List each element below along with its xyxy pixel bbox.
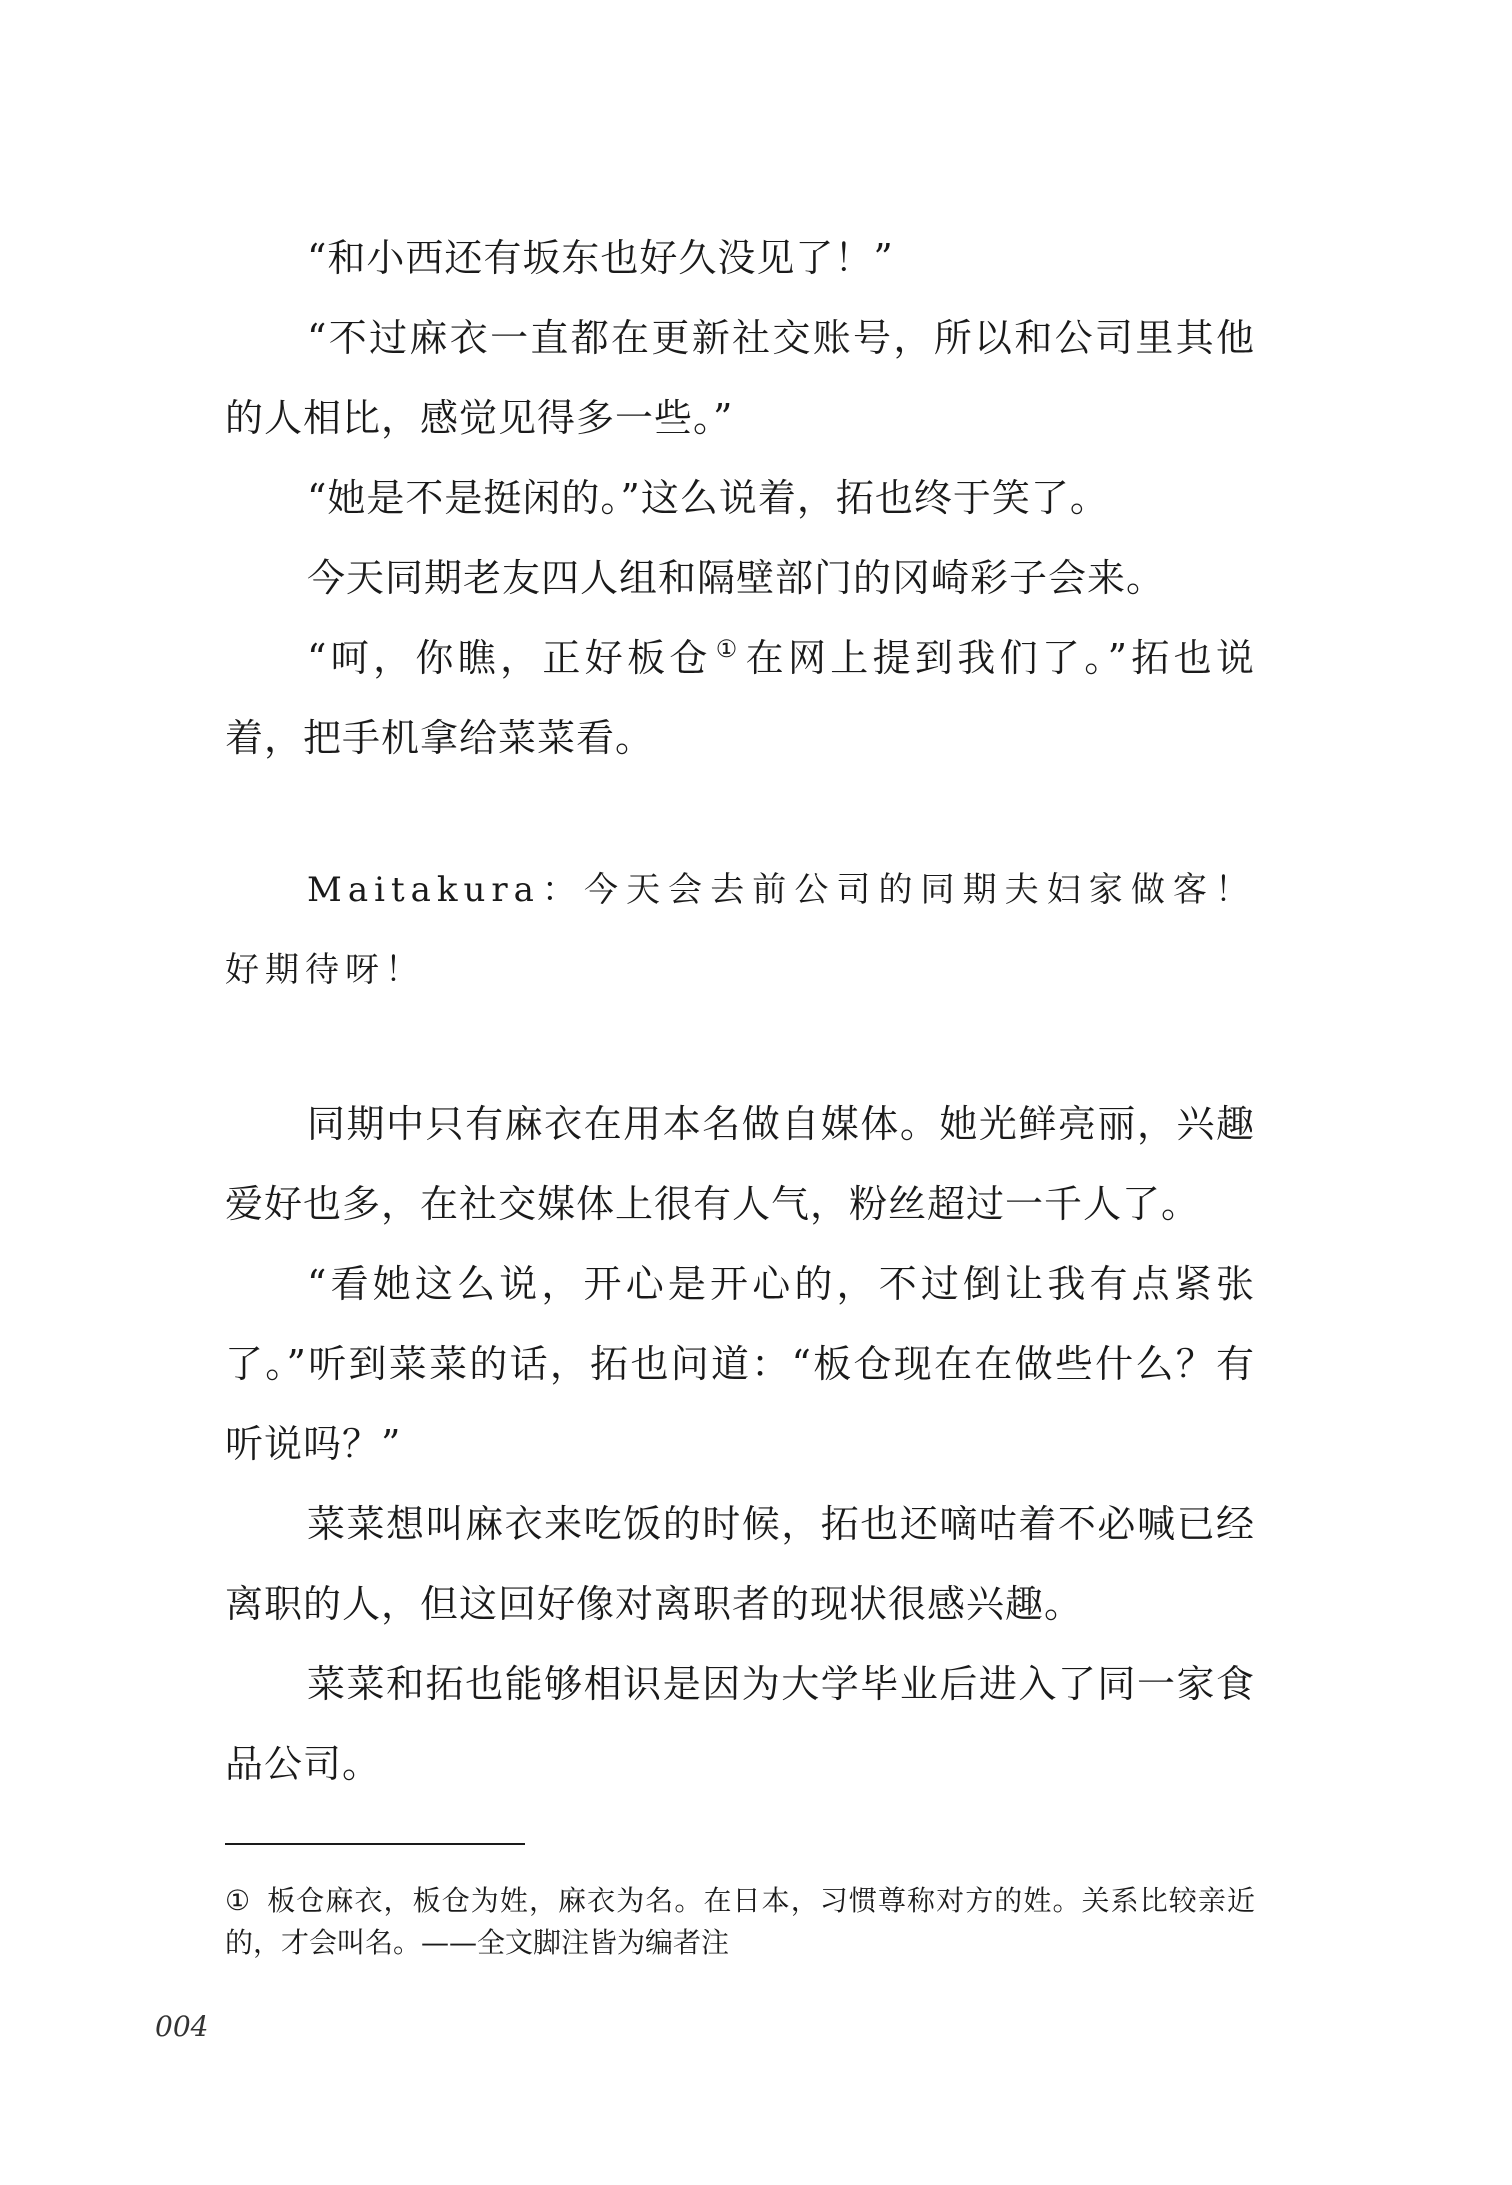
paragraph-9: 菜菜和拓也能够相识是因为大学毕业后进入了同一家食品公司。 bbox=[225, 1662, 1255, 1786]
paragraph-2: “不过麻衣一直都在更新社交账号，所以和公司里其他的人相比，感觉见得多一些。” bbox=[225, 316, 1255, 440]
footnote-text: 板仓麻衣，板仓为姓，麻衣为名。在日本，习惯尊称对方的姓。关系比较亲近的，才会叫名。——全文脚注皆为编者注 bbox=[225, 1884, 1255, 1959]
social-media-post: Maitakura：今天会去前公司的同期夫妇家做客！好期待呀！ bbox=[225, 870, 1255, 990]
footnote bbox=[225, 1880, 1255, 1964]
paragraph-5-text-end: 在网上提到我们了。”拓也说着，把手机拿给菜菜看。 bbox=[225, 636, 1256, 760]
paragraph-5 bbox=[225, 618, 1255, 778]
paragraph-1: “和小西还有坂东也好久没见了！” bbox=[307, 236, 894, 280]
paragraph-3: “她是不是挺闲的。”这么说着，拓也终于笑了。 bbox=[307, 476, 1109, 520]
paragraph-6: 同期中只有麻衣在用本名做自媒体。她光鲜亮丽，兴趣爱好也多，在社交媒体上很有人气，粉丝超过一千人了。 bbox=[225, 1102, 1255, 1226]
footnote-marker: ① bbox=[715, 635, 742, 664]
footnote-number: ① bbox=[225, 1884, 252, 1917]
paragraph-8: 菜菜想叫麻衣来吃饭的时候，拓也还嘀咕着不必喊已经离职的人，但这回好像对离职者的现状很感兴趣。 bbox=[225, 1502, 1255, 1626]
paragraph-4: 今天同期老友四人组和隔壁部门的冈崎彩子会来。 bbox=[307, 556, 1166, 600]
paragraph-5-text-start: “呵，你瞧，正好板仓 bbox=[307, 636, 712, 680]
page-number: 004 bbox=[155, 2010, 209, 2043]
footnote-divider bbox=[225, 1843, 525, 1845]
paragraph-7: “看她这么说，开心是开心的，不过倒让我有点紧张了。”听到菜菜的话，拓也问道：“板仓现在在做些什么？有听说吗？” bbox=[225, 1262, 1255, 1466]
